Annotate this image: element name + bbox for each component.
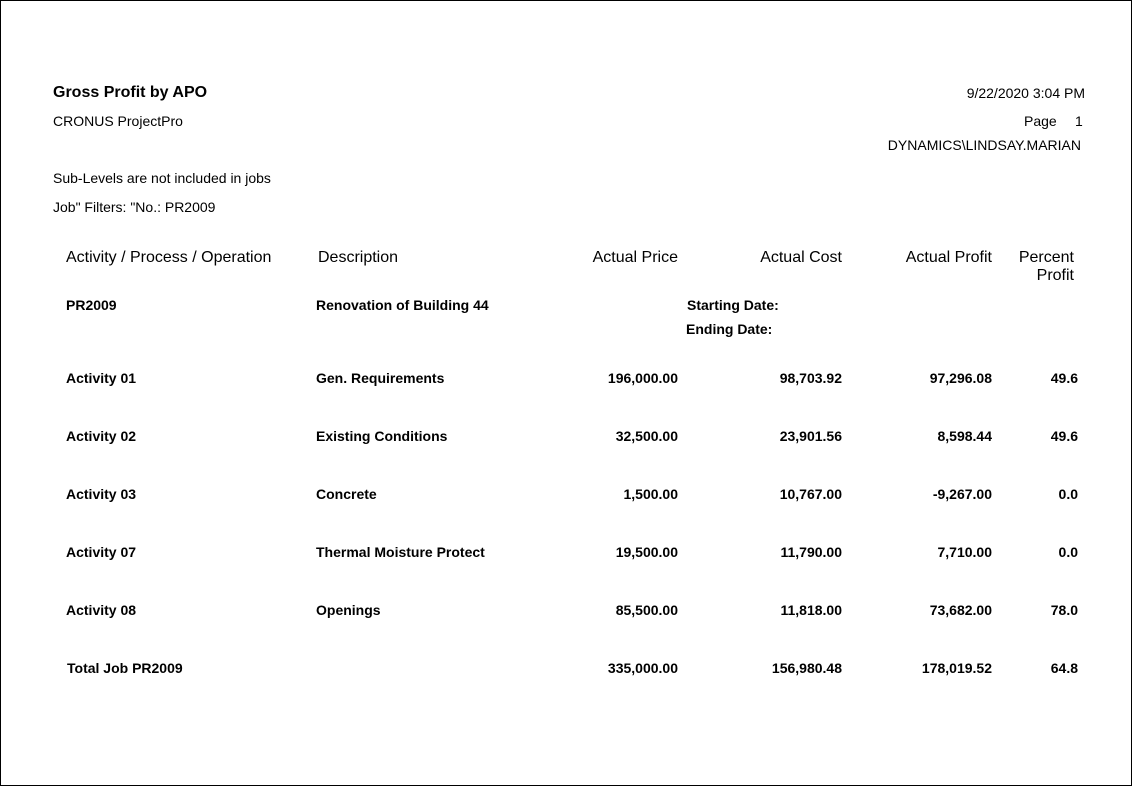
total-actual-profit: 178,019.52	[921, 660, 992, 676]
sublevel-note: Sub-Levels are not included in jobs	[53, 170, 271, 186]
report-datetime: 9/22/2020 3:04 PM	[966, 85, 1085, 101]
row-activity: Activity 03	[66, 486, 137, 502]
column-header-description: Description	[318, 249, 399, 266]
row-actual-price: 1,500.00	[623, 486, 678, 502]
row-percent-profit: 0.0	[1058, 486, 1078, 502]
row-actual-profit: 73,682.00	[929, 602, 992, 618]
column-header-actual-cost: Actual Cost	[760, 249, 842, 266]
report-title: Gross Profit by APO	[53, 84, 208, 101]
column-header-actual-profit: Actual Profit	[905, 249, 992, 266]
job-filters: Job" Filters: "No.: PR2009	[53, 199, 216, 215]
total-label: Total Job PR2009	[67, 660, 183, 676]
row-description: Thermal Moisture Protect	[316, 544, 485, 560]
row-actual-cost: 10,767.00	[779, 486, 842, 502]
row-actual-price: 32,500.00	[615, 428, 678, 444]
row-activity: Activity 02	[66, 428, 137, 444]
row-actual-profit: 8,598.44	[937, 428, 992, 444]
row-actual-price: 85,500.00	[615, 602, 678, 618]
row-actual-profit: 97,296.08	[929, 370, 992, 386]
row-description: Existing Conditions	[316, 428, 448, 444]
total-percent-profit: 64.8	[1050, 660, 1078, 676]
row-activity: Activity 01	[66, 370, 137, 386]
company-name: CRONUS ProjectPro	[53, 113, 183, 129]
row-description: Concrete	[316, 486, 377, 502]
total-actual-cost: 156,980.48	[771, 660, 842, 676]
row-percent-profit: 78.0	[1050, 602, 1078, 618]
row-percent-profit: 0.0	[1058, 544, 1078, 560]
page-label: Page	[1024, 113, 1057, 129]
row-activity: Activity 08	[66, 602, 137, 618]
total-actual-price: 335,000.00	[607, 660, 678, 676]
row-description: Gen. Requirements	[316, 370, 445, 386]
column-header-activity: Activity / Process / Operation	[66, 249, 272, 266]
starting-date-label: Starting Date:	[687, 297, 779, 313]
job-number: PR2009	[66, 297, 117, 313]
column-header-percent-profit	[1019, 249, 1074, 285]
user-id: DYNAMICS\LINDSAY.MARIAN	[887, 137, 1081, 153]
row-percent-profit: 49.6	[1050, 428, 1078, 444]
row-actual-profit: -9,267.00	[932, 486, 992, 502]
column-header-actual-price: Actual Price	[592, 249, 678, 266]
row-actual-price: 19,500.00	[615, 544, 678, 560]
row-actual-cost: 98,703.92	[779, 370, 842, 386]
ending-date-label: Ending Date:	[686, 321, 773, 337]
percent-header-line2: Profit	[1036, 267, 1074, 284]
row-description: Openings	[316, 602, 381, 618]
row-actual-price: 196,000.00	[607, 370, 678, 386]
job-description: Renovation of Building 44	[316, 297, 489, 313]
row-activity: Activity 07	[66, 544, 137, 560]
row-actual-cost: 11,790.00	[780, 544, 842, 560]
row-actual-cost: 23,901.56	[779, 428, 842, 444]
row-actual-profit: 7,710.00	[937, 544, 992, 560]
page-number: 1	[1075, 113, 1083, 129]
row-percent-profit: 49.6	[1050, 370, 1078, 386]
row-actual-cost: 11,818.00	[780, 602, 842, 618]
percent-header-line1: Percent	[1018, 249, 1074, 266]
